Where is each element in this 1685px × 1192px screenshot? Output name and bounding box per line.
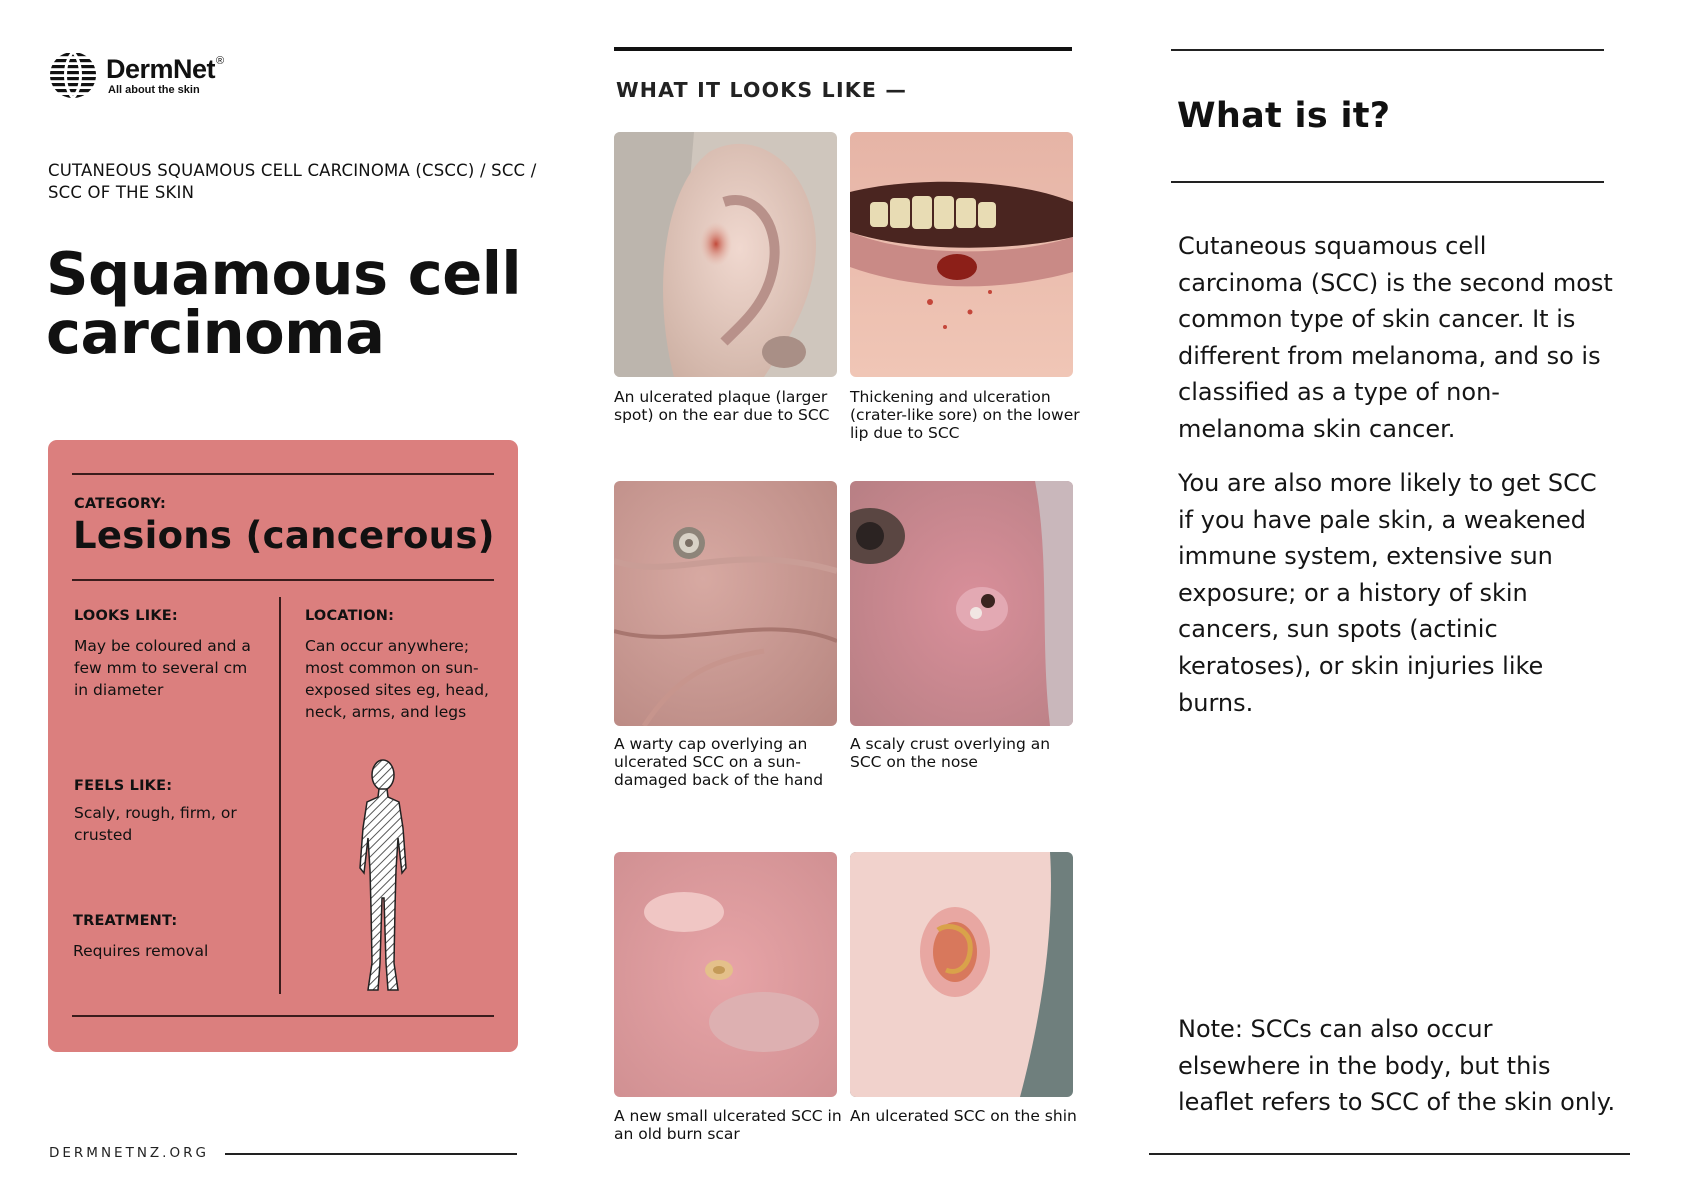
photo-lip [850,132,1073,377]
photo-caption: A new small ulcerated SCC in an old burn scar [614,1107,842,1143]
brand-name: DermNet® [106,54,224,84]
gallery-top-divider [614,47,1072,51]
info-bottom-divider [1149,1153,1630,1155]
looks-like-label: LOOKS LIKE: [74,608,178,624]
photo-caption: Thickening and ulceration (crater-like sore) on the lower lip due to SCC [850,388,1080,442]
also-known-as: CUTANEOUS SQUAMOUS CELL CARCINOMA (CSCC) / SCC / SCC OF THE SKIN [48,161,537,202]
treatment-label: TREATMENT: [73,913,178,929]
info-top-divider [1171,49,1604,51]
category-label: CATEGORY: [74,496,166,512]
what-is-it-paragraph: Cutaneous squamous cell carcinoma (SCC) is the second most common type of skin cancer. It is different from melanoma, and so is classified as a type of non-melanoma skin cancer. [1178,232,1613,443]
summary-card [48,440,518,1052]
photo-nose [850,481,1073,726]
brand-tagline: All about the skin [108,84,200,96]
photo-burn-scar [614,852,837,1097]
note-paragraph: Note: SCCs can also occur elsewhere in the body, but this leaflet refers to SCC of the skin only. [1178,1015,1616,1117]
card-top-divider [72,473,494,475]
feels-like-label: FEELS LIKE: [74,778,173,794]
photo-caption: A scaly crust overlying an SCC on the nose [850,735,1051,771]
card-column-divider [279,597,281,994]
location-label: LOCATION: [305,608,395,624]
photo-caption: An ulcerated SCC on the shin [850,1107,1077,1125]
location-value: Can occur anywhere; most common on sun-exposed sites eg, head, neck, arms, and legs [305,637,489,721]
info-heading-divider [1171,181,1604,183]
what-is-it-heading: What is it? [1177,96,1391,136]
risk-factors-paragraph: You are also more likely to get SCC if you have pale skin, a weakened immune system, extensive sun exposure; or a history of skin cancers, sun spots (actinic keratoses), or skin injuries like burns. [1178,469,1597,717]
site-url[interactable]: DERMNETNZ.ORG [49,1145,209,1161]
card-mid-divider [72,579,494,581]
category-value: Lesions (cancerous) [73,514,495,557]
globe-logo-icon [48,50,98,100]
photo-hand [614,481,837,726]
body-figure-icon [358,758,408,998]
feels-like-value: Scaly, rough, firm, or crusted [74,804,237,844]
page-title: Squamous cell carcinoma [46,239,522,367]
footer-divider [225,1153,517,1155]
photo-caption: A warty cap overlying an ulcerated SCC on a sun-damaged back of the hand [614,735,824,789]
treatment-value: Requires removal [73,942,209,960]
gallery-heading: WHAT IT LOOKS LIKE — [616,78,908,102]
looks-like-value: May be coloured and a few mm to several cm in diameter [74,637,251,699]
card-bottom-divider [72,1015,494,1017]
photo-ear [614,132,837,377]
photo-shin [850,852,1073,1097]
dermnet-logo[interactable] [48,50,268,102]
photo-caption: An ulcerated plaque (larger spot) on the ear due to SCC [614,388,830,424]
